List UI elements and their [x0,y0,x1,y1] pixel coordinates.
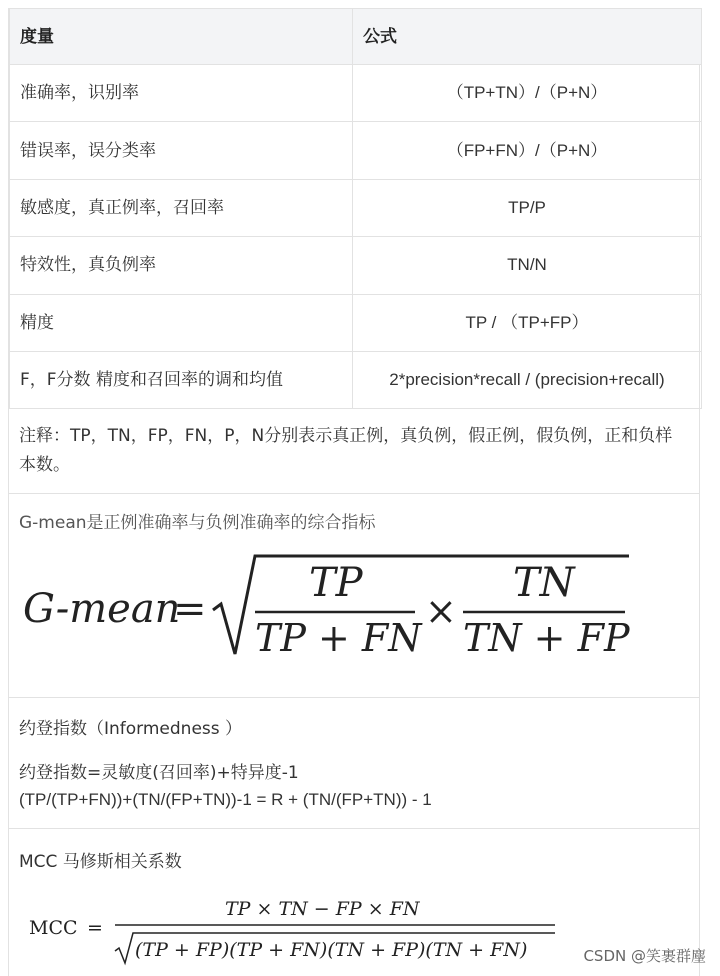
gmean-num1: TP [309,560,363,607]
informedness-line2: (TP/(TP+FN))+(TN/(FP+TN))-1 = R + (TN/(FP+TN)) - 1 [19,790,432,810]
gmean-den1: TP + FN [255,616,422,661]
mcc-title: MCC 马修斯相关系数 [19,852,182,873]
mcc-equals: = [87,917,103,940]
formula-cell: TP/P [353,179,702,236]
metric-cell: 错误率，误分类率 [10,122,353,179]
formula-cell: （TP+TN）/（P+N） [353,65,702,122]
document [8,8,700,976]
metric-cell: 准确率，识别率 [10,65,353,122]
table-row [10,65,702,122]
mcc-lhs: MCC [29,917,78,940]
gmean-num2: TN [513,560,575,607]
table-header-row [10,9,702,65]
table-row [10,179,702,236]
table-row [10,237,702,294]
gmean-formula [23,554,663,674]
formula-cell: （FP+FN）/（P+N） [353,122,702,179]
informedness-title: 约登指数（Informedness ） [19,719,243,740]
gmean-section [9,494,699,698]
metric-cell: 敏感度，真正例率，召回率 [10,179,353,236]
header-metric: 度量 [10,9,353,65]
table-row [10,351,702,408]
table-row [10,294,702,351]
gmean-title: G-mean是正例准确率与负例准确率的综合指标 [19,513,376,534]
formula-cell: 2*precision*recall / (precision+recall) [353,351,702,408]
formula-cell: TP / （TP+FP） [353,294,702,351]
metric-cell: 特效性，真负例率 [10,237,353,294]
table-row [10,122,702,179]
metric-cell: 精度 [10,294,353,351]
informedness-line1: 约登指数=灵敏度(召回率)+特异度-1 [19,763,299,784]
header-formula: 公式 [353,9,702,65]
metric-cell: F，F分数 精度和召回率的调和均值 [10,351,353,408]
gmean-equals: = [173,586,207,633]
metrics-table [9,8,702,409]
mcc-numerator: TP × TN − FP × FN [225,898,420,921]
formula-cell: TN/N [353,237,702,294]
watermark: CSDN @笑裹群麈 [583,947,706,965]
gmean-den2: TN + FP [463,616,630,661]
note-paragraph: 注释：TP，TN，FP，FN，P，N分别表示真正例，真负例，假正例，假负例，正和负样本数。 [9,409,699,494]
times-sign: × [425,589,457,634]
gmean-lhs: G-mean [23,586,181,633]
mcc-formula [29,887,569,967]
mcc-denominator: (TP + FP)(TP + FN)(TN + FP)(TN + FN) [135,939,528,962]
informedness-section [9,698,699,829]
